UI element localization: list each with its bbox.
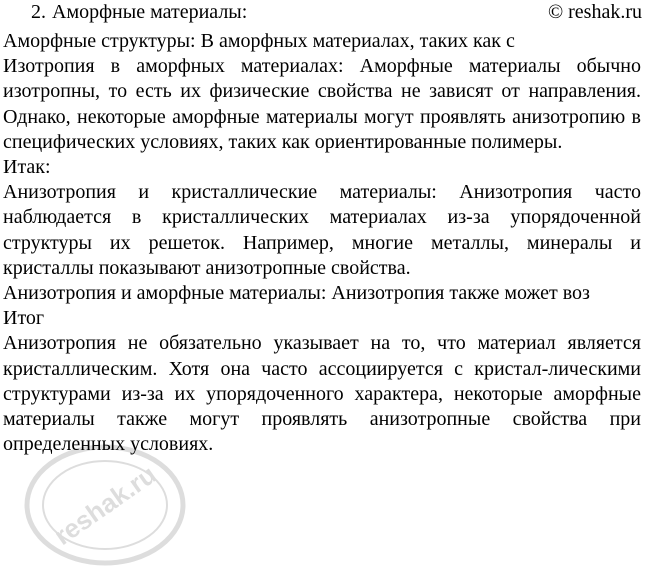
source-watermark: © reshak.ru: [547, 1, 642, 23]
section-heading: [31, 0, 247, 24]
seal-text: reshak.ru: [48, 459, 162, 551]
paragraph-isotropy: Изотропия в аморфных материалах: Аморфные материалы обычно изотропны, то есть их физические свойства не зависят от направления. Однако, некоторые аморфные материалы могут проявлять анизотропию в специфических условиях, таких как ориентированные полимеры.: [3, 55, 641, 153]
section-number: 2.: [31, 1, 46, 23]
paragraph-summary: Анизотропия не обязательно указывает на то, что материал является кристаллическим. Хотя она часто ассоциируется с кристал-лическими структурами из-за их упорядоченного характера, некоторые аморфные материалы также могут проявлять анизотропные свойства при определенных условиях.: [3, 332, 641, 456]
paragraph-summary-label: Итог: [3, 307, 45, 330]
section-title: Аморфные материалы:: [52, 1, 248, 23]
page-header: [0, 0, 646, 28]
paragraph-anisotropy-amorphous: Анизотропия и аморфные материалы: Анизотропия также может воз: [3, 282, 590, 305]
document-body: [3, 29, 641, 457]
paragraph-amorphous-structures: Аморфные структуры: В аморфных материалах, таких как с: [3, 30, 515, 52]
reshak-seal-watermark: [20, 440, 190, 570]
paragraph-anisotropy-crystalline: Анизотропия и кристаллические материалы: Анизотропия часто наблюдается в кристаллических материалах из-за упорядоченной структуры их решеток. Например, многие металлы, минералы и кристаллы показывают анизотропные свойства.: [3, 181, 641, 279]
paragraph-so-label: Итак:: [3, 156, 51, 179]
